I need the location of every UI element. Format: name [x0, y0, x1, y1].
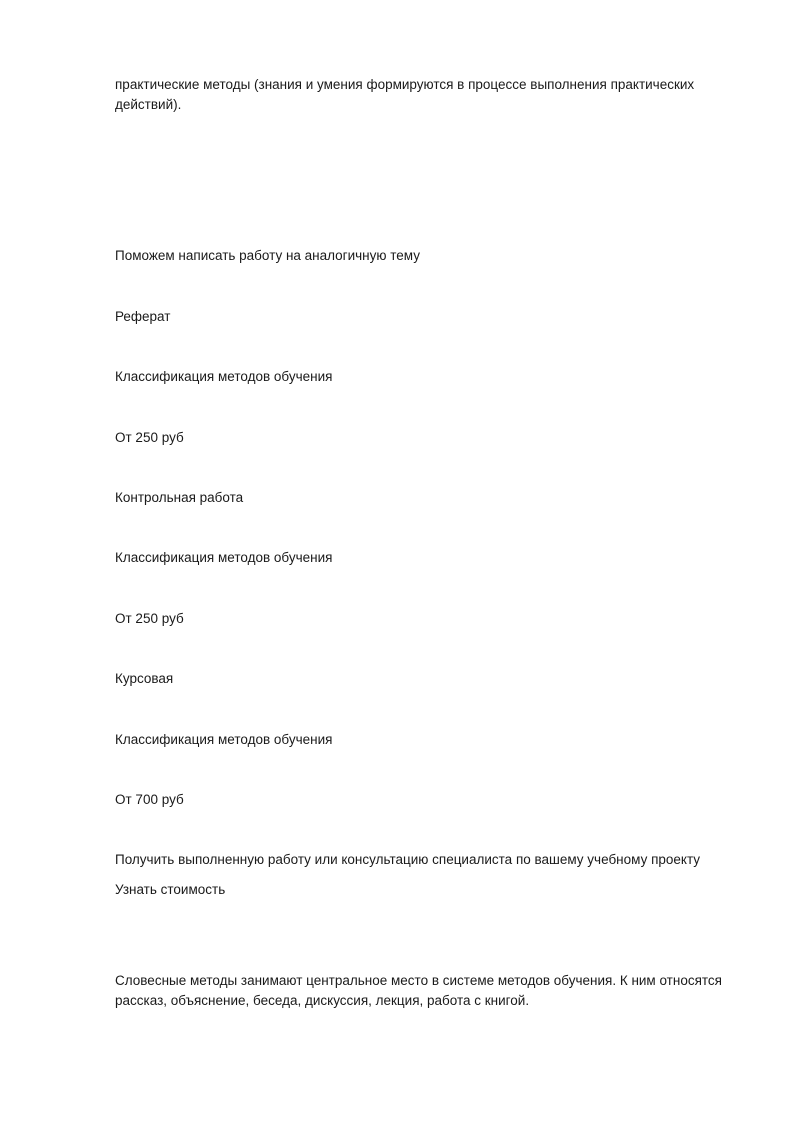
closing-paragraph-line-2: рассказ, объяснение, беседа, дискуссия, лекция, работа с книгой. [115, 993, 530, 1008]
offer-item-1-topic: Классификация методов обучения [115, 369, 333, 384]
offer-item-2-type[interactable]: Контрольная работа [115, 490, 244, 505]
offer-item-3-topic: Классификация методов обучения [115, 732, 333, 747]
offer-item-2-price: От 250 руб [115, 611, 184, 626]
offer-item-3-price: От 700 руб [115, 792, 184, 807]
offer-item-1-price: От 250 руб [115, 430, 184, 445]
cta-text: Получить выполненную работу или консультацию специалиста по вашему учебному проекту [115, 852, 701, 867]
intro-paragraph-line-2: действий). [115, 97, 182, 112]
get-price-button[interactable]: Узнать стоимость [115, 882, 226, 897]
offer-item-3-type[interactable]: Курсовая [115, 671, 174, 686]
intro-paragraph-line-1: практические методы (знания и умения формируются в процессе выполнения практических [115, 77, 695, 92]
closing-paragraph-line-1: Словесные методы занимают центральное место в системе методов обучения. К ним относятся [115, 973, 722, 988]
offer-heading: Поможем написать работу на аналогичную тему [115, 248, 420, 263]
offer-item-2-topic: Классификация методов обучения [115, 550, 333, 565]
offer-item-1-type[interactable]: Реферат [115, 309, 171, 324]
